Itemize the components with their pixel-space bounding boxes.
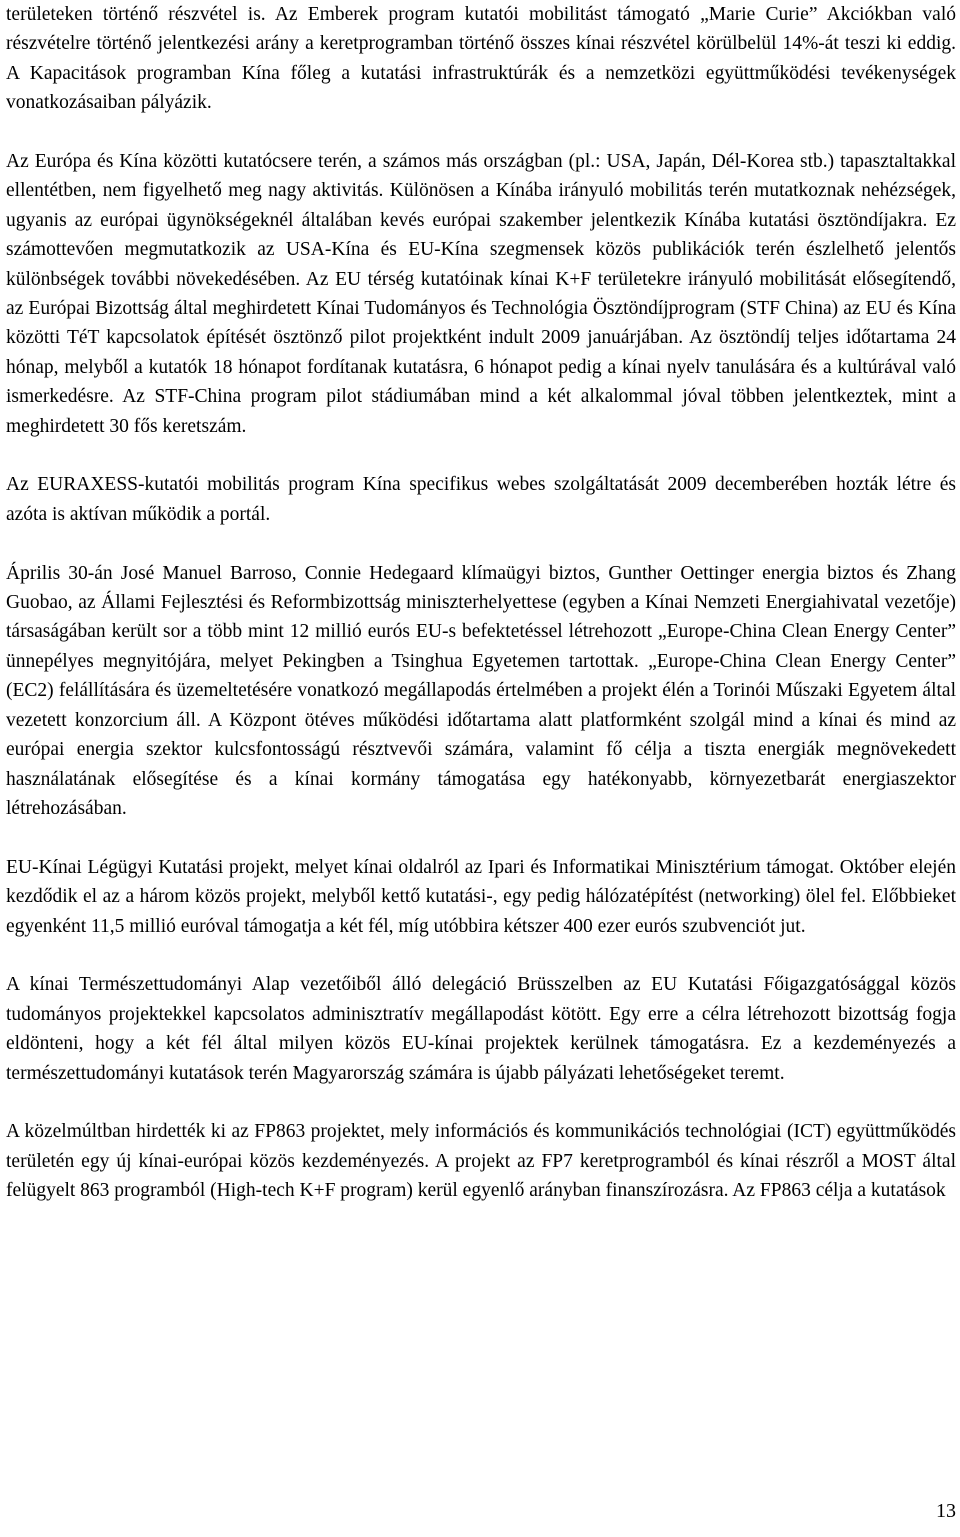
paragraph-fp863: A közelmúltban hirdették ki az FP863 projektet, mely információs és kommunikációs technológiai (ICT) együttműködés területén egy új kínai-európai közös kezdeményezés. A projekt az FP7 keretprogramból és kínai részről a MOST által felügyelt 863 programból (High-tech K+F program) kerül egyenlő arányban finanszírozásra. Az FP863 célja a kutatások — [6, 1121, 956, 1202]
paragraph-euraxess: Az EURAXESS-kutatói mobilitás program Kína specifikus webes szolgáltatását 2009 decemberében hozták létre és azóta is aktívan működik a portál. — [6, 474, 956, 525]
paragraph-researcher-exchange: Az Európa és Kína közötti kutatócsere terén, a számos más országban (pl.: USA, Japán, Dél-Korea stb.) tapasztaltakkal ellentétben, nem figyelhető meg nagy aktivitás. Különösen a Kínába irányuló mobilitás terén mutatkoznak nehézségek, ugyanis az európai ügynökségeknél általában kevés európai szakember jelentkezik Kínába kutatási ösztöndíjakra. Ez számottevően megmutatkozik az USA-Kína és EU-Kína szegmensek közös publikációk terén észlelhető jelentős különbségek további növekedésében. Az EU térség kutatóinak kínai K+F területekre irányuló mobilitását elősegítendő, az Európai Bizottság által meghirdetett Kínai Tudományos és Technológia Ösztöndíjprogram (STF China) az EU és Kína közötti TéT kapcsolatok építését ösztönző pilot projektként indult 2009 januárjában. Az ösztöndíj teljes időtartama 24 hónap, melyből a kutatók 18 hónapot fordítanak kutatásra, 6 hónapot pedig a kínai nyelv tanulására és a kultúrával való ismerkedésre. Az STF-China program pilot stádiumában mind a két alkalommal jóval többen jelentkeztek, mint a meghirdetett 30 fős keretszám. — [6, 151, 956, 437]
paragraph-clean-energy-center: Április 30-án José Manuel Barroso, Connie Hedegaard klímaügyi biztos, Gunther Oettinger energia biztos és Zhang Guobao, az Állami Fejlesztési és Reformbizottság miniszterhelyettese (egyben a Kínai Nemzeti Energiahivatal vezetője) társaságában került sor a több mint 12 millió eurós EU-s befektetéssel létrehozott „Europe-China Clean Energy Center” ünnepélyes megnyitójára, melyet Pekingben a Tsinghua Egyetemen tartottak. „Europe-China Clean Energy Center” (EC2) felállítására és üzemeltetésére vonatkozó megállapodás értelmében a projekt élén a Torinói Műszaki Egyetem által vezetett konzorcium áll. A Központ ötéves működési időtartama alatt platformként szolgál mind a kínai és mind az európai energia szektor kulcsfontosságú résztvevői számára, valamint fő célja a tiszta energiák megnövekedett használatának elősegítése és a kínai kormány támogatása egy hatékonyabb, környezetbarát energiaszektor létrehozásában. — [6, 562, 956, 819]
paragraph-participation: területeken történő részvétel is. Az Emberek program kutatói mobilitást támogató „Marie Curie” Akciókban való részvételre történő jelentkezési arány a keretprogramban történő összes kínai részvétel körülbelül 14%-át teszi ki eddig. A Kapacitások programban Kína főleg a kutatási infrastruktúrák és a nemzetközi együttműködési tevékenységek vonatkozásaiban pályázik. — [6, 4, 956, 114]
page-number: 13 — [936, 1500, 956, 1522]
paragraph-aviation-research: EU-Kínai Légügyi Kutatási projekt, melyet kínai oldalról az Ipari és Informatikai Minisztérium támogat. Október elején kezdődik el az a három közös projekt, melyből kettő kutatási-, egy pedig hálózatépítést (networking) ölel fel. Előbbieket egyenként 11,5 millió euróval támogatja a két fél, míg utóbbira kétszer 400 ezer eurós szubvenciót jut. — [6, 856, 956, 937]
document-page — [6, 0, 956, 1235]
paragraph-natural-science-fund: A kínai Természettudományi Alap vezetőiből álló delegáció Brüsszelben az EU Kutatási Főigazgatósággal közös tudományos projektekkel kapcsolatos adminisztratív megállapodást kötött. Egy erre a célra létrehozott bizottság fogja eldönteni, hogy a két fél által milyen közös EU-kínai projektek kerülnek támogatásra. Ez a kezdeményezés a természettudományi kutatások terén Magyarország számára is újabb pályázati lehetőségeket teremt. — [6, 974, 956, 1084]
